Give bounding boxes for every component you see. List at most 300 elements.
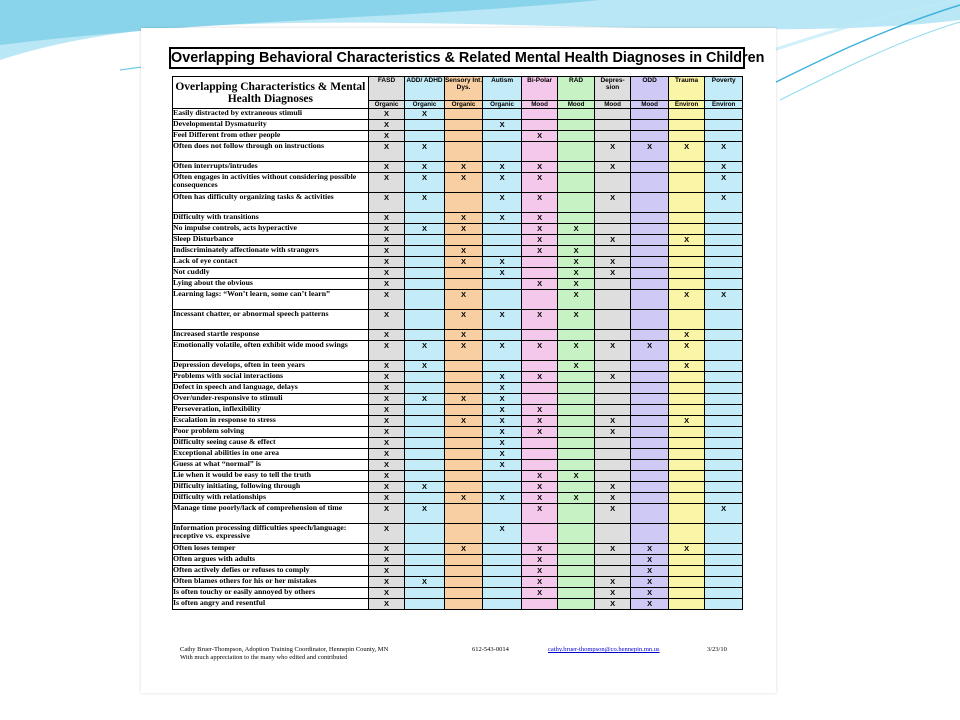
mark-cell: X: [594, 257, 631, 268]
characteristic-label: Lying about the obvious: [173, 279, 369, 290]
mark-cell: X: [368, 224, 405, 235]
mark-cell: [705, 246, 743, 257]
footer-phone: 612-543-0014: [472, 646, 509, 653]
mark-cell: X: [594, 599, 631, 610]
mark-cell: [483, 142, 522, 162]
mark-cell: X: [521, 173, 558, 193]
mark-cell: X: [705, 162, 743, 173]
mark-cell: [594, 173, 631, 193]
mark-cell: X: [405, 224, 445, 235]
mark-cell: X: [631, 555, 669, 566]
mark-cell: X: [368, 524, 405, 544]
mark-cell: [668, 599, 705, 610]
table-row: [173, 341, 743, 361]
mark-cell: [558, 131, 595, 142]
mark-cell: [631, 109, 669, 120]
table-row: [173, 449, 743, 460]
mark-cell: X: [444, 416, 483, 427]
table-row: [173, 193, 743, 213]
mark-cell: [594, 109, 631, 120]
table-row: [173, 224, 743, 235]
mark-cell: X: [444, 310, 483, 330]
mark-cell: [705, 482, 743, 493]
mark-cell: [668, 566, 705, 577]
mark-cell: [594, 279, 631, 290]
column-header: ODD: [631, 77, 669, 101]
mark-cell: X: [521, 193, 558, 213]
mark-cell: X: [483, 493, 522, 504]
mark-cell: X: [483, 372, 522, 383]
mark-cell: [631, 290, 669, 310]
mark-cell: X: [368, 482, 405, 493]
mark-cell: [668, 588, 705, 599]
mark-cell: X: [368, 109, 405, 120]
mark-cell: X: [405, 142, 445, 162]
characteristic-label: Exceptional abilities in one area: [173, 449, 369, 460]
mark-cell: X: [483, 268, 522, 279]
mark-cell: X: [444, 290, 483, 310]
mark-cell: X: [405, 482, 445, 493]
column-header: Trauma: [668, 77, 705, 101]
table-row: [173, 566, 743, 577]
mark-cell: [594, 120, 631, 131]
mark-cell: [483, 577, 522, 588]
mark-cell: [668, 193, 705, 213]
mark-cell: X: [521, 504, 558, 524]
mark-cell: [668, 257, 705, 268]
mark-cell: X: [368, 310, 405, 330]
characteristic-label: Not cuddly: [173, 268, 369, 279]
mark-cell: [405, 246, 445, 257]
characteristic-label: Difficulty with transitions: [173, 213, 369, 224]
mark-cell: [631, 224, 669, 235]
mark-cell: X: [631, 544, 669, 555]
mark-cell: [594, 290, 631, 310]
mark-cell: [558, 142, 595, 162]
mark-cell: X: [405, 341, 445, 361]
mark-cell: [631, 372, 669, 383]
mark-cell: [631, 504, 669, 524]
mark-cell: [631, 493, 669, 504]
mark-cell: [444, 109, 483, 120]
mark-cell: X: [483, 341, 522, 361]
mark-cell: [705, 330, 743, 341]
mark-cell: X: [521, 405, 558, 416]
mark-cell: [558, 109, 595, 120]
characteristic-label: Learning lags: “Won’t learn, some can’t learn”: [173, 290, 369, 310]
mark-cell: X: [444, 394, 483, 405]
characteristic-label: Perseveration, inflexibility: [173, 405, 369, 416]
mark-cell: X: [558, 310, 595, 330]
mark-cell: [668, 173, 705, 193]
mark-cell: [444, 524, 483, 544]
mark-cell: [594, 405, 631, 416]
mark-cell: [705, 544, 743, 555]
mark-cell: [483, 290, 522, 310]
mark-cell: X: [368, 279, 405, 290]
mark-cell: X: [705, 504, 743, 524]
mark-cell: [594, 310, 631, 330]
mark-cell: [668, 372, 705, 383]
characteristic-label: Emotionally volatile, often exhibit wide mood swings: [173, 341, 369, 361]
mark-cell: X: [594, 162, 631, 173]
characteristic-label: Lie when it would be easy to tell the truth: [173, 471, 369, 482]
mark-cell: X: [444, 493, 483, 504]
column-category: Mood: [631, 101, 669, 109]
table-body: [173, 109, 743, 610]
mark-cell: [444, 566, 483, 577]
characteristic-label: Often has difficulty organizing tasks & activities: [173, 193, 369, 213]
mark-cell: [558, 213, 595, 224]
mark-cell: X: [444, 162, 483, 173]
mark-cell: [668, 279, 705, 290]
mark-cell: [705, 257, 743, 268]
mark-cell: [521, 449, 558, 460]
mark-cell: X: [444, 246, 483, 257]
document-page: [141, 28, 776, 693]
mark-cell: X: [521, 588, 558, 599]
mark-cell: X: [521, 577, 558, 588]
table-row: [173, 120, 743, 131]
characteristic-label: Increased startle response: [173, 330, 369, 341]
characteristic-label: Developmental Dysmaturity: [173, 120, 369, 131]
mark-cell: X: [444, 213, 483, 224]
mark-cell: [705, 449, 743, 460]
mark-cell: X: [631, 577, 669, 588]
mark-cell: [558, 235, 595, 246]
mark-cell: X: [368, 599, 405, 610]
mark-cell: X: [631, 341, 669, 361]
mark-cell: [405, 310, 445, 330]
mark-cell: [594, 246, 631, 257]
mark-cell: [405, 330, 445, 341]
mark-cell: [483, 544, 522, 555]
mark-cell: X: [558, 471, 595, 482]
mark-cell: [668, 555, 705, 566]
mark-cell: X: [521, 482, 558, 493]
mark-cell: [631, 257, 669, 268]
mark-cell: X: [558, 257, 595, 268]
mark-cell: X: [594, 268, 631, 279]
mark-cell: X: [368, 427, 405, 438]
mark-cell: [558, 449, 595, 460]
characteristic-label: Sleep Disturbance: [173, 235, 369, 246]
mark-cell: [631, 471, 669, 482]
mark-cell: [483, 361, 522, 372]
mark-cell: [558, 372, 595, 383]
mark-cell: [705, 310, 743, 330]
mark-cell: [521, 394, 558, 405]
mark-cell: X: [521, 162, 558, 173]
column-category: Environ: [705, 101, 743, 109]
document-title: Overlapping Behavioral Characteristics & Related Mental Health Diagnoses in Children: [169, 47, 745, 69]
mark-cell: X: [368, 193, 405, 213]
mark-cell: [558, 577, 595, 588]
mark-cell: X: [368, 438, 405, 449]
mark-cell: X: [368, 341, 405, 361]
mark-cell: [521, 290, 558, 310]
mark-cell: [405, 427, 445, 438]
mark-cell: X: [444, 330, 483, 341]
mark-cell: [668, 224, 705, 235]
mark-cell: [405, 449, 445, 460]
characteristic-label: Often does not follow through on instructions: [173, 142, 369, 162]
mark-cell: [405, 524, 445, 544]
mark-cell: [705, 341, 743, 361]
table-row: [173, 471, 743, 482]
mark-cell: X: [368, 566, 405, 577]
table-row: [173, 460, 743, 471]
column-category: Organic: [444, 101, 483, 109]
mark-cell: [558, 504, 595, 524]
column-header: Sensory Int. Dys.: [444, 77, 483, 101]
table-row: [173, 482, 743, 493]
column-header: Poverty: [705, 77, 743, 101]
table-row: [173, 310, 743, 330]
table-row: [173, 405, 743, 416]
mark-cell: [668, 482, 705, 493]
mark-cell: X: [668, 235, 705, 246]
mark-cell: [483, 566, 522, 577]
mark-cell: [405, 131, 445, 142]
mark-cell: [558, 162, 595, 173]
mark-cell: [668, 162, 705, 173]
mark-cell: X: [558, 341, 595, 361]
mark-cell: [631, 279, 669, 290]
characteristic-label: Defect in speech and language, delays: [173, 383, 369, 394]
mark-cell: X: [483, 449, 522, 460]
mark-cell: [405, 290, 445, 310]
mark-cell: [668, 405, 705, 416]
characteristic-label: Feel Different from other people: [173, 131, 369, 142]
mark-cell: X: [521, 544, 558, 555]
mark-cell: [558, 588, 595, 599]
mark-cell: [444, 449, 483, 460]
mark-cell: X: [368, 120, 405, 131]
mark-cell: [444, 279, 483, 290]
characteristic-label: Difficulty seeing cause & effect: [173, 438, 369, 449]
mark-cell: [668, 493, 705, 504]
column-header: RAD: [558, 77, 595, 101]
mark-cell: X: [483, 310, 522, 330]
mark-cell: X: [368, 383, 405, 394]
mark-cell: [405, 544, 445, 555]
mark-cell: X: [594, 142, 631, 162]
mark-cell: X: [521, 279, 558, 290]
mark-cell: X: [368, 131, 405, 142]
mark-cell: X: [405, 193, 445, 213]
mark-cell: [483, 131, 522, 142]
mark-cell: [483, 588, 522, 599]
characteristic-label: Is often angry and resentful: [173, 599, 369, 610]
mark-cell: [668, 438, 705, 449]
mark-cell: [444, 599, 483, 610]
mark-cell: [705, 372, 743, 383]
mark-cell: [705, 460, 743, 471]
mark-cell: [631, 405, 669, 416]
mark-cell: [705, 599, 743, 610]
mark-cell: [558, 330, 595, 341]
mark-cell: [668, 131, 705, 142]
mark-cell: X: [444, 173, 483, 193]
mark-cell: X: [368, 235, 405, 246]
mark-cell: [631, 162, 669, 173]
characteristic-label: Often interrupts/intrudes: [173, 162, 369, 173]
mark-cell: [594, 361, 631, 372]
mark-cell: X: [668, 416, 705, 427]
mark-cell: [444, 131, 483, 142]
mark-cell: [521, 330, 558, 341]
mark-cell: [594, 224, 631, 235]
mark-cell: [405, 383, 445, 394]
mark-cell: X: [368, 268, 405, 279]
column-header: FASD: [368, 77, 405, 101]
mark-cell: [631, 383, 669, 394]
mark-cell: [444, 405, 483, 416]
column-category: Mood: [521, 101, 558, 109]
mark-cell: [668, 449, 705, 460]
mark-cell: [521, 257, 558, 268]
table-row: [173, 599, 743, 610]
mark-cell: [444, 471, 483, 482]
column-category: Environ: [668, 101, 705, 109]
mark-cell: X: [521, 416, 558, 427]
mark-cell: X: [594, 544, 631, 555]
mark-cell: [444, 482, 483, 493]
footer-email-link[interactable]: cathy.bruer-thompson@co.hennepin.mn.us: [548, 646, 660, 653]
mark-cell: [631, 427, 669, 438]
column-header: ADD/ ADHD: [405, 77, 445, 101]
mark-cell: [631, 438, 669, 449]
mark-cell: X: [483, 162, 522, 173]
mark-cell: [521, 438, 558, 449]
mark-cell: X: [594, 427, 631, 438]
mark-cell: [444, 383, 483, 394]
mark-cell: X: [521, 224, 558, 235]
mark-cell: [483, 224, 522, 235]
mark-cell: [521, 383, 558, 394]
mark-cell: X: [368, 142, 405, 162]
mark-cell: [558, 394, 595, 405]
column-category: Mood: [594, 101, 631, 109]
table-row: [173, 268, 743, 279]
mark-cell: [705, 394, 743, 405]
mark-cell: X: [594, 341, 631, 361]
mark-cell: [521, 524, 558, 544]
mark-cell: [631, 246, 669, 257]
mark-cell: [521, 268, 558, 279]
mark-cell: [444, 268, 483, 279]
table-row: [173, 131, 743, 142]
mark-cell: [444, 555, 483, 566]
mark-cell: [705, 405, 743, 416]
mark-cell: [705, 109, 743, 120]
mark-cell: [705, 383, 743, 394]
table-row: [173, 544, 743, 555]
mark-cell: X: [368, 290, 405, 310]
column-header: Bi-Polar: [521, 77, 558, 101]
footer-date: 3/23/10: [707, 646, 727, 653]
mark-cell: X: [594, 577, 631, 588]
mark-cell: [631, 173, 669, 193]
mark-cell: X: [668, 142, 705, 162]
mark-cell: [444, 588, 483, 599]
table-row: [173, 493, 743, 504]
table-row: [173, 246, 743, 257]
mark-cell: [444, 577, 483, 588]
column-category: Organic: [483, 101, 522, 109]
mark-cell: [705, 577, 743, 588]
mark-cell: [631, 330, 669, 341]
mark-cell: [521, 142, 558, 162]
mark-cell: X: [668, 361, 705, 372]
mark-cell: [631, 449, 669, 460]
footer-note: With much appreciation to the many who edited and contributed: [180, 654, 348, 661]
mark-cell: [521, 361, 558, 372]
mark-cell: X: [631, 566, 669, 577]
characteristic-label: Often argues with adults: [173, 555, 369, 566]
mark-cell: [668, 246, 705, 257]
mark-cell: [405, 257, 445, 268]
mark-cell: [631, 268, 669, 279]
mark-cell: X: [631, 142, 669, 162]
table-row: [173, 394, 743, 405]
mark-cell: X: [405, 361, 445, 372]
mark-cell: X: [483, 416, 522, 427]
mark-cell: X: [521, 566, 558, 577]
mark-cell: X: [558, 268, 595, 279]
mark-cell: [558, 427, 595, 438]
characteristic-label: Often blames others for his or her mistakes: [173, 577, 369, 588]
mark-cell: [483, 279, 522, 290]
mark-cell: [558, 555, 595, 566]
mark-cell: X: [705, 142, 743, 162]
mark-cell: [483, 235, 522, 246]
mark-cell: [558, 544, 595, 555]
mark-cell: [705, 120, 743, 131]
mark-cell: [444, 193, 483, 213]
mark-cell: [558, 460, 595, 471]
characteristic-label: Often actively defies or refuses to comply: [173, 566, 369, 577]
mark-cell: [558, 120, 595, 131]
mark-cell: X: [558, 246, 595, 257]
mark-cell: X: [368, 246, 405, 257]
mark-cell: [405, 268, 445, 279]
mark-cell: X: [444, 224, 483, 235]
table-row: [173, 361, 743, 372]
mark-cell: [594, 330, 631, 341]
mark-cell: X: [405, 162, 445, 173]
mark-cell: [483, 555, 522, 566]
mark-cell: X: [368, 162, 405, 173]
mark-cell: X: [521, 213, 558, 224]
mark-cell: [668, 524, 705, 544]
mark-cell: [705, 268, 743, 279]
mark-cell: X: [668, 341, 705, 361]
mark-cell: X: [521, 427, 558, 438]
mark-cell: X: [405, 504, 445, 524]
mark-cell: X: [558, 361, 595, 372]
diagnoses-table: [172, 76, 743, 610]
mark-cell: X: [631, 599, 669, 610]
table-row: [173, 588, 743, 599]
mark-cell: X: [368, 405, 405, 416]
mark-cell: [631, 213, 669, 224]
mark-cell: [405, 405, 445, 416]
mark-cell: X: [368, 577, 405, 588]
mark-cell: [631, 460, 669, 471]
mark-cell: X: [668, 330, 705, 341]
